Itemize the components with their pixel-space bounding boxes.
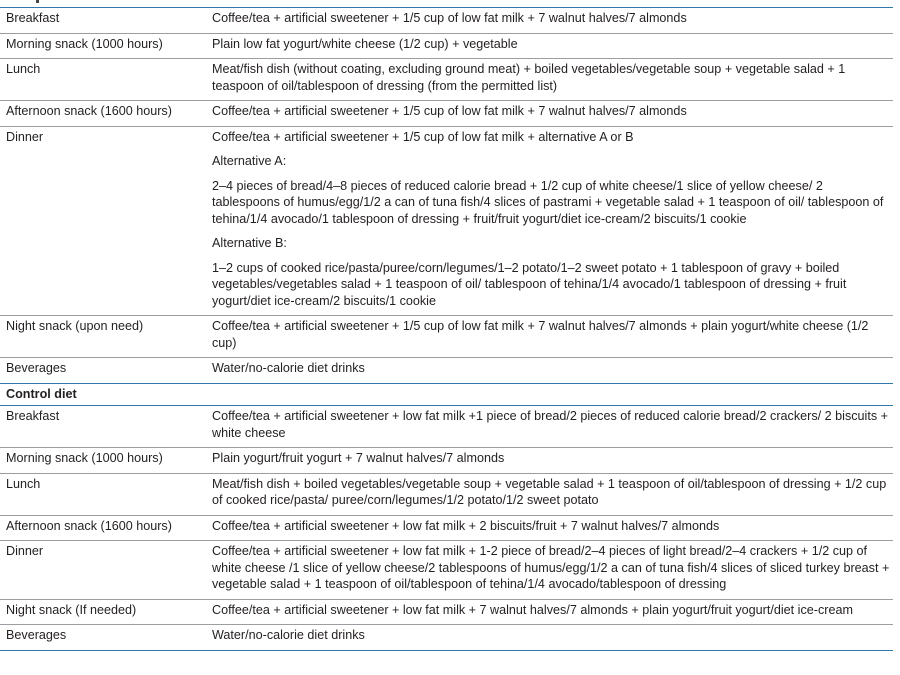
table-row <box>0 541 893 600</box>
meal-label <box>0 258 205 316</box>
meal-description: Water/no-calorie diet drinks <box>205 625 893 651</box>
table-row <box>0 233 893 258</box>
meal-label: Dinner <box>0 126 205 151</box>
meal-label: Lunch <box>0 59 205 101</box>
meal-description: Coffee/tea + artificial sweetener + low fat milk + 2 biscuits/fruit + 7 walnut halves/7 almonds <box>205 515 893 541</box>
table-row <box>0 8 893 33</box>
meal-description: Plain low fat yogurt/white cheese (1/2 cup) + vegetable <box>205 33 893 59</box>
section-title: Control diet <box>0 383 205 406</box>
meal-label: Morning snack (1000 hours) <box>0 33 205 59</box>
table-row <box>0 258 893 316</box>
meal-label: Beverages <box>0 625 205 651</box>
meal-description: 2–4 pieces of bread/4–8 pieces of reduced calorie bread + 1/2 cup of white cheese/1 slice of yellow cheese/ 2 tablespoons of humus/egg/1/2 a can of tuna fish/4 slices of pastrami + vegetable salad + 1 teaspoon of oil/ tablespoon of tehina/1/4 avocado/1 tablespoon of dressing + fruit/fruit yogurt/diet ice-cream/2 biscuits/1 cookie <box>212 178 884 226</box>
table-row <box>0 515 893 541</box>
meal-description: Coffee/tea + artificial sweetener + low fat milk +1 piece of bread/2 pieces of reduced calorie bread/2 crackers/ 2 biscuits + white cheese <box>205 406 893 448</box>
section-title-spacer <box>205 383 893 406</box>
meal-description: Coffee/tea + artificial sweetener + 1/5 cup of low fat milk + alternative A or B <box>205 126 893 151</box>
meal-description: Meat/fish dish (without coating, excluding ground meat) + boiled vegetables/vegetable soup + vegetable salad + 1 teaspoon of oil/tablespoon of dressing (from the permitted list) <box>205 59 893 101</box>
meal-label: Afternoon snack (1600 hours) <box>0 515 205 541</box>
meal-label <box>0 151 205 176</box>
meal-label: Beverages <box>0 358 205 384</box>
table-row <box>0 448 893 474</box>
meal-label <box>0 176 205 234</box>
meal-description: Alternative B: <box>212 236 287 250</box>
meal-label <box>0 233 205 258</box>
table-row <box>0 473 893 515</box>
diet-table <box>0 8 893 651</box>
section-header-control-diet <box>0 383 893 406</box>
clipped-header-fragment <box>36 0 39 3</box>
table-row <box>0 406 893 448</box>
meal-description: Coffee/tea + artificial sweetener + low fat milk + 7 walnut halves/7 almonds + plain yogurt/fruit yogurt/diet ice-cream <box>205 599 893 625</box>
meal-description: 1–2 cups of cooked rice/pasta/puree/corn/legumes/1–2 potato/1–2 sweet potato + 1 tablespoon of gravy + boiled vegetables/vegetables salad + 1 teaspoon of oil/ tablespoon of tehina/1/4 avocado/1 tablespoon of dressing + fruit yogurt/diet ice-cream/2 biscuits/1 cookie <box>212 260 847 308</box>
meal-description: Coffee/tea + artificial sweetener + low fat milk + 1-2 piece of bread/2–4 pieces of light bread/2–4 crackers + 1/2 cup of white cheese /1 slice of yellow cheese/2 tablespoons of humus/egg/1/2 a can of tuna fish/4 slices of sliced turkey breast + vegetable salad + 1 teaspoon of oil/tablespoon of tehina/1/4 avocado/tablespoon of dressing <box>205 541 893 600</box>
meal-description: Meat/fish dish + boiled vegetables/vegetable soup + vegetable salad + 1 teaspoon of oil/tablespoon of dressing + 1/2 cup of cooked rice/pasta/ puree/corn/legumes/1/2 potato/1/2 sweet potato <box>205 473 893 515</box>
table-row <box>0 33 893 59</box>
meal-description: Coffee/tea + artificial sweetener + 1/5 cup of low fat milk + 7 walnut halves/7 almonds <box>212 11 687 25</box>
meal-label: Night snack (If needed) <box>0 599 205 625</box>
table-row <box>0 151 893 176</box>
meal-description: Water/no-calorie diet drinks <box>205 358 893 384</box>
meal-label: Lunch <box>0 473 205 515</box>
table-row <box>0 358 893 384</box>
meal-description: Plain yogurt/fruit yogurt + 7 walnut halves/7 almonds <box>205 448 893 474</box>
table-row <box>0 59 893 101</box>
table-row <box>0 625 893 651</box>
table-row <box>0 316 893 358</box>
meal-label: Afternoon snack (1600 hours) <box>0 101 205 127</box>
meal-description: Coffee/tea + artificial sweetener + 1/5 cup of low fat milk + 7 walnut halves/7 almonds <box>205 101 893 127</box>
meal-label: Breakfast <box>6 11 60 25</box>
meal-description: Coffee/tea + artificial sweetener + 1/5 cup of low fat milk + 7 walnut halves/7 almonds + plain yogurt/white cheese (1/2 cup) <box>205 316 893 358</box>
table-row <box>0 126 893 151</box>
meal-label: Breakfast <box>0 406 205 448</box>
meal-label: Night snack (upon need) <box>0 316 205 358</box>
table-row <box>0 599 893 625</box>
table-row <box>0 101 893 127</box>
diet-table-body <box>0 8 893 650</box>
meal-label: Dinner <box>0 541 205 600</box>
meal-label: Morning snack (1000 hours) <box>0 448 205 474</box>
meal-description: Alternative A: <box>212 154 287 168</box>
table-row <box>0 176 893 234</box>
